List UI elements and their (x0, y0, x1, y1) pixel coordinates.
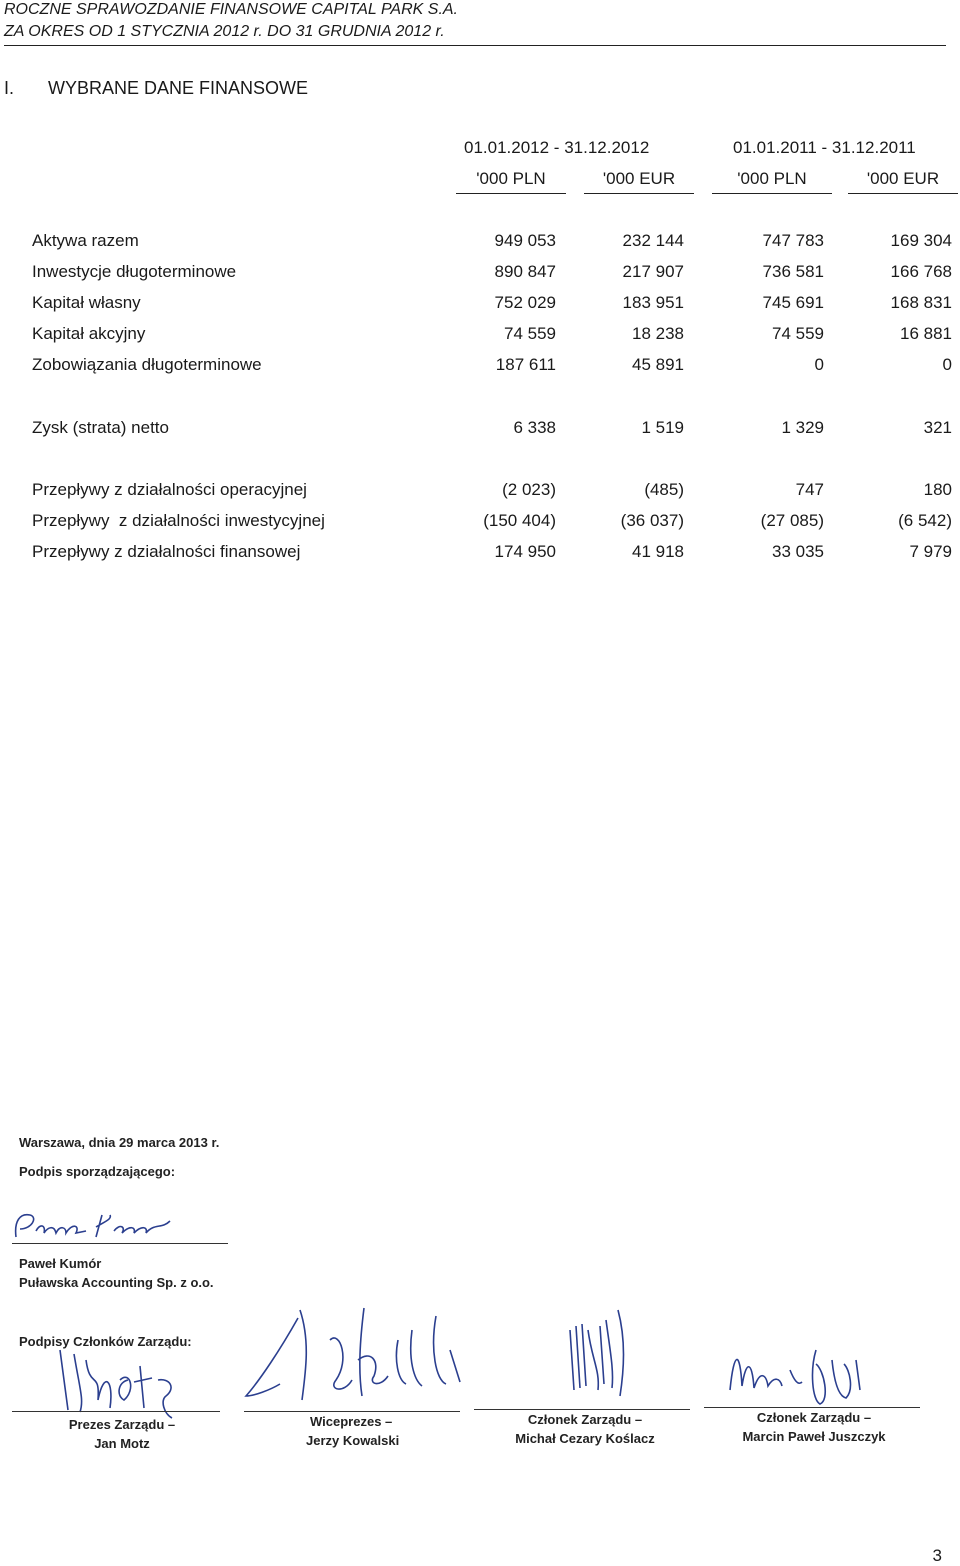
board-name-vice-president: Jerzy Kowalski (306, 1433, 400, 1448)
period-2012-header: 01.01.2012 - 31.12.2012 (464, 138, 650, 157)
preparer-signature (10, 1205, 190, 1245)
signature-michal-koslacz (540, 1300, 660, 1400)
signature-line (12, 1243, 228, 1244)
cell-value: 0 (942, 355, 952, 374)
cell-value: (6 542) (898, 511, 952, 530)
cell-value: 890 847 (494, 262, 556, 281)
cell-value: (150 404) (483, 511, 556, 530)
row-label: Kapitał własny (32, 293, 141, 312)
row-label: Zysk (strata) netto (32, 418, 169, 437)
signature-line (474, 1409, 690, 1410)
cell-value: (2 023) (502, 480, 556, 499)
cell-value: 747 (795, 480, 824, 499)
preparer-company: Puławska Accounting Sp. z o.o. (19, 1275, 214, 1290)
cell-value: 168 831 (890, 293, 952, 312)
cell-value: 745 691 (762, 293, 824, 312)
cell-value: 183 951 (622, 293, 684, 312)
unit-header-eur-2012: '000 EUR (602, 169, 676, 188)
board-name-member-2: Marcin Paweł Juszczyk (742, 1429, 886, 1444)
cell-value: 174 950 (494, 542, 556, 561)
signature-line (244, 1411, 460, 1412)
board-role-member-1: Członek Zarządu – (527, 1412, 643, 1427)
table-row-financing-cash-flow (0, 541, 960, 563)
cell-value: 217 907 (622, 262, 684, 281)
cell-value: 18 238 (632, 324, 684, 343)
unit-underline (456, 193, 566, 194)
row-label: Kapitał akcyjny (32, 324, 146, 343)
cell-value: 321 (923, 418, 952, 437)
unit-header-pln-2011: '000 PLN (737, 169, 807, 188)
cell-value: 41 918 (632, 542, 684, 561)
page-number: 3 (932, 1546, 942, 1565)
row-label: Przepływy z działalności inwestycyjnej (32, 511, 325, 530)
cell-value: (36 037) (620, 511, 684, 530)
unit-header-eur-2011: '000 EUR (866, 169, 940, 188)
header-divider (4, 45, 946, 46)
row-label: Przepływy z działalności operacyjnej (32, 480, 307, 499)
unit-underline (584, 193, 694, 194)
row-label: Inwestycje długoterminowe (32, 262, 237, 281)
signature-line (704, 1407, 920, 1408)
table-row-investing-cash-flow (0, 510, 960, 532)
board-role-president: Prezes Zarządu – (68, 1417, 176, 1432)
unit-underline (712, 193, 832, 194)
cell-value: (27 085) (760, 511, 824, 530)
table-row-net-profit (0, 417, 960, 439)
row-label: Zobowiązania długoterminowe (32, 355, 262, 374)
cell-value: 949 053 (494, 231, 556, 250)
report-period: ZA OKRES OD 1 STYCZNIA 2012 r. DO 31 GRUDNIA 2012 r. (4, 23, 445, 40)
cell-value: 1 329 (781, 418, 824, 437)
cell-value: 747 783 (762, 231, 824, 250)
table-row-long-term-liabilities (0, 354, 960, 376)
cell-value: 16 881 (900, 324, 952, 343)
signature-jerzy-kowalski (240, 1300, 480, 1410)
board-caption: Podpisy Członków Zarządu: (19, 1334, 192, 1349)
unit-header-pln-2012: '000 PLN (476, 169, 546, 188)
cell-value: 187 611 (495, 355, 556, 374)
preparer-caption: Podpis sporządzającego: (19, 1164, 176, 1179)
cell-value: 74 559 (504, 324, 556, 343)
cell-value: 0 (814, 355, 824, 374)
signature-jan-motz (40, 1330, 200, 1420)
cell-value: 7 979 (909, 542, 952, 561)
table-row-long-term-investments (0, 261, 960, 283)
table-row-total-assets (0, 230, 960, 252)
section-number: I. (4, 78, 15, 98)
cell-value: (485) (644, 480, 684, 499)
preparer-name: Paweł Kumór (19, 1256, 102, 1271)
cell-value: 45 891 (632, 355, 684, 374)
cell-value: 169 304 (890, 231, 952, 250)
table-row-share-capital (0, 323, 960, 345)
place-and-date: Warszawa, dnia 29 marca 2013 r. (19, 1135, 220, 1150)
cell-value: 166 768 (890, 262, 952, 281)
cell-value: 6 338 (513, 418, 556, 437)
signature-line (12, 1411, 220, 1412)
report-title: ROCZNE SPRAWOZDANIE FINANSOWE CAPITAL PARK S.A. (4, 1, 458, 18)
cell-value: 74 559 (772, 324, 824, 343)
unit-underline (848, 193, 958, 194)
cell-value: 232 144 (622, 231, 684, 250)
period-2011-header: 01.01.2011 - 31.12.2011 (733, 138, 916, 157)
table-row-equity (0, 292, 960, 314)
board-name-member-1: Michał Cezary Koślacz (515, 1431, 655, 1446)
cell-value: 180 (923, 480, 952, 499)
table-row-operating-cash-flow (0, 479, 960, 501)
board-role-member-2: Członek Zarządu – (756, 1410, 872, 1425)
board-name-president: Jan Motz (94, 1436, 150, 1451)
board-role-vice-president: Wiceprezes – (310, 1414, 393, 1429)
cell-value: 736 581 (762, 262, 824, 281)
row-label: Przepływy z działalności finansowej (32, 542, 301, 561)
cell-value: 33 035 (772, 542, 824, 561)
section-title: WYBRANE DANE FINANSOWE (48, 78, 309, 98)
signature-marcin-juszczyk (720, 1330, 880, 1410)
row-label: Aktywa razem (32, 231, 139, 250)
cell-value: 752 029 (494, 293, 556, 312)
cell-value: 1 519 (641, 418, 684, 437)
